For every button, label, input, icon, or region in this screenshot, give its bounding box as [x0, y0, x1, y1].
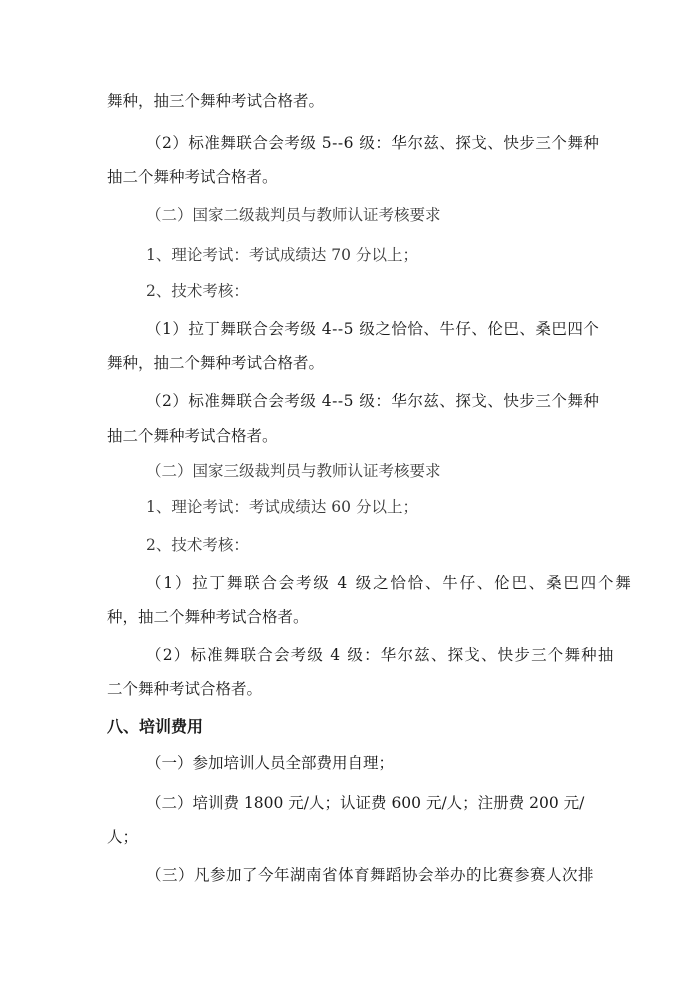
- paragraph-line: 二个舞种考试合格者。: [107, 680, 263, 698]
- paragraph-line: （1）拉丁舞联合会考级 4 级之恰恰、牛仔、伦巴、桑巴四个舞: [146, 574, 633, 592]
- paragraph-line: 1、理论考试：考试成绩达 70 分以上；: [146, 246, 418, 264]
- paragraph-line: （1）拉丁舞联合会考级 4--5 级之恰恰、牛仔、伦巴、桑巴四个: [146, 320, 600, 338]
- section-heading: 八、培训费用: [107, 717, 204, 736]
- paragraph-line: （2）标准舞联合会考级 4--5 级：华尔兹、探戈、快步三个舞种: [146, 392, 600, 410]
- subsection-heading: （二）国家二级裁判员与教师认证考核要求: [146, 206, 441, 224]
- paragraph-line: 舞种，抽二个舞种考试合格者。: [107, 354, 325, 372]
- paragraph-line: （一）参加培训人员全部费用自理；: [146, 754, 395, 772]
- paragraph-line: 1、理论考试：考试成绩达 60 分以上；: [146, 498, 418, 516]
- paragraph-line: （2）标准舞联合会考级 5--6 级：华尔兹、探戈、快步三个舞种: [146, 134, 600, 152]
- paragraph-line: 2、技术考核：: [146, 536, 249, 554]
- paragraph-line: 人；: [107, 828, 139, 846]
- subsection-heading: （二）国家三级裁判员与教师认证考核要求: [146, 462, 441, 480]
- paragraph-line: （三）凡参加了今年湖南省体育舞蹈协会举办的比赛参赛人次排: [146, 866, 595, 884]
- paragraph-line: 种，抽二个舞种考试合格者。: [107, 608, 309, 626]
- paragraph-line: （2）标准舞联合会考级 4 级：华尔兹、探戈、快步三个舞种抽: [146, 646, 615, 664]
- paragraph-line: 舞种，抽三个舞种考试合格者。: [107, 92, 325, 110]
- paragraph-line: 2、技术考核：: [146, 282, 249, 300]
- paragraph-line: （二）培训费 1800 元/人；认证费 600 元/人；注册费 200 元/: [146, 794, 585, 812]
- paragraph-line: 抽二个舞种考试合格者。: [107, 427, 278, 445]
- paragraph-line: 抽二个舞种考试合格者。: [107, 168, 278, 186]
